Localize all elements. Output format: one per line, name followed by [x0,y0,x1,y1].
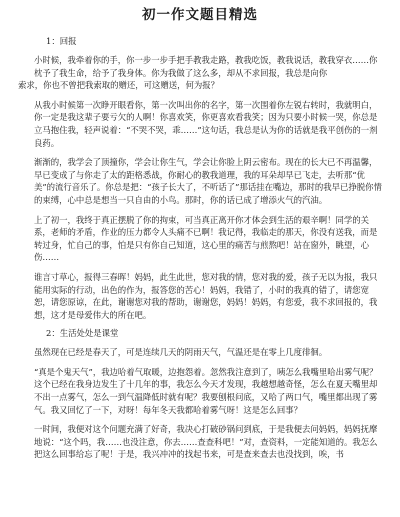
section-1-paragraph-1 [18,54,382,92]
section-1-paragraph-5 [18,271,382,321]
section-1-heading: 1：回报 [46,36,77,46]
paragraph-line: 小时候，我牵着你的手，你一步一步手把手教我走路，教我吃饭，教我说话，教我穿衣……你枕予了我生命，给予了我身体。你为我做了这么多，却从不求回报，我总是向你 [34,55,378,78]
section-1-paragraph-4 [18,214,382,264]
paragraph-line: 索求，你也不曾把我索取的赠还，可这赠送，何为报？ [18,80,219,91]
section-2-paragraph-2 [18,366,382,416]
section-2-heading: 2：生活处处是课堂 [46,328,119,339]
section-2 [18,328,382,461]
section-2-paragraph-1 [18,346,382,359]
paragraph-line: 谁言寸草心，报得三春晖！妈妈，此生此世，您对我的情，您对我的爱，孩子无以为报，我只能用实际的行动，出色的作为，报答您的苦心！妈妈，我错了，小时的我真的错了，请您宽恕，请您原谅，在此，谢谢您对我的帮助，谢谢您，妈妈！妈妈，有您爱，我不求回报的，我想，这才是母爱伟大的所在吧。 [34,271,378,320]
section-2-paragraph-3 [18,423,382,461]
document-title: 初一作文题目精选 [142,7,258,23]
paragraph-line: 虽然现在已经是春天了，可是连续几天的阴雨天气，气温还是在零上几度徘徊。 [34,347,328,358]
paragraph-line: 从我小时候第一次睁开眼看你，第一次叫出你的名字，第一次围着你左锐右转时，我就明白，你一定是我这辈子要亏欠的人啊！你喜欢笑，你更喜欢看我笑；因为只要小时候一哭，你总是立马抱住我，轻声说着：“不哭不哭，乖……”这句话，我总是认为你的话就是我平创伤的一剂良药。 [34,99,378,148]
paragraph-line: 上了初一，我终于真正摆脱了你的拘束，可当真正离开你才体会到生活的艰辛啊！同学的关系，老师的矛盾，作业的压力都令人头痛不已啊！我记得，我临走的那天，你没有送我，而是转过身，忙自己的事，怕是只有你自己知道，这心里的痛苦与煎熬吧！站在窗外，眺望，心伤…… [34,214,378,263]
paragraph-line: “真是个鬼天气”，我边哈着气取暖，边抱怨着。忽然我注意到了，咦怎么我嘴里哈出雾气呢？这个已经在我身边发生了十几年的事，我怎么今天才发现，我越想越奇怪，怎么在夏天嘴里却不出一点雾气，怎么一到气温降低时就有呢？我要刨根问底，又哈了两口气，嘴里都出现了雾气。我又回忆了一下，对呀！每年冬天我都哈着雾气呀！这是怎么回事？ [34,366,378,415]
section-1-paragraph-2 [18,99,382,149]
paragraph-line: 渐渐的，我学会了顶撞你，学会让你生气，学会让你脸上阴云密布。现在的长大已不再温馨，早已变成了与你走了太的距格悉战，你耐心的教我道理，我的耳朵却早已飞走，去听那“优美”的流行音乐了。你总是把：“孩子长大了，不听话了”那话挂在嘴边，那时的我早已挣脱你情的束缚，心中总是想当一只自由的小鸟。那时，你的话已成了增添火气的汽油。 [34,157,382,205]
section-1-paragraph-3 [18,156,382,206]
section-1 [18,36,382,321]
paragraph-line: 一时间，我便对这个问题充满了好奇，我决心打破砂锅问到底，于是我便去问妈妈，妈妈抚摩地说：“这个吗，我……也没注意，你去……查查科吧！”对，查资料，一定能知道的。我怎么把这么回事给忘了呢！于是，我兴冲冲的找起书来，可是查来查去也没找到，唉，书 [34,424,378,460]
